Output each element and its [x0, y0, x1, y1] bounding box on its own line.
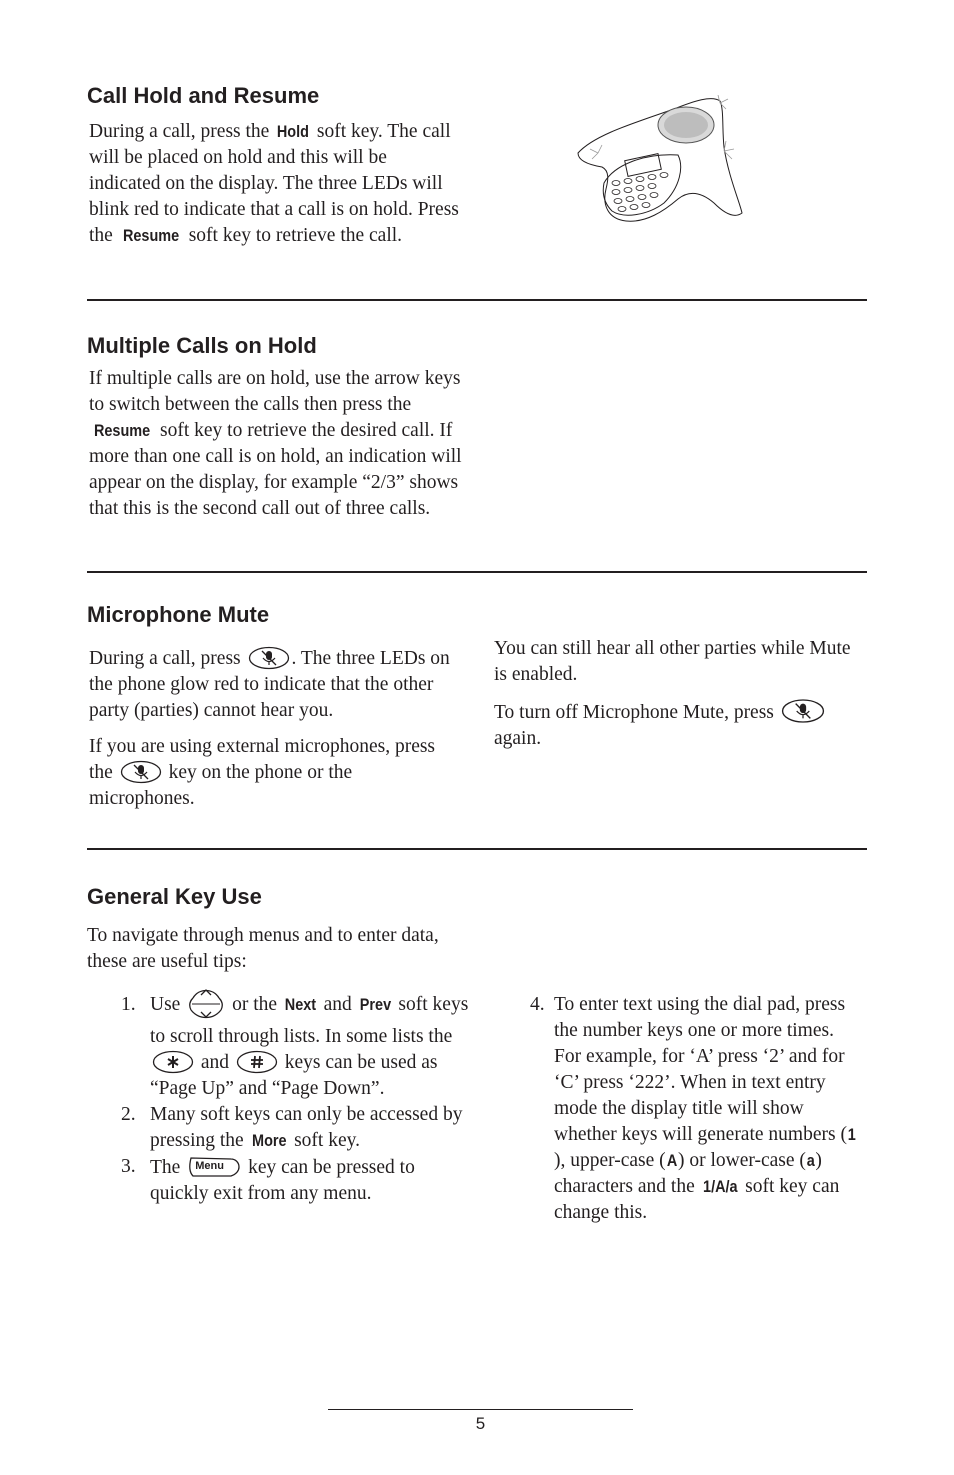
- mute-key-icon: [248, 646, 290, 670]
- section-divider: [87, 848, 867, 850]
- star-key-icon: [152, 1050, 194, 1074]
- section-divider: [87, 571, 867, 573]
- mute-key-icon: [120, 760, 162, 784]
- section-title-general-key-use: General Key Use: [87, 884, 262, 909]
- general-list-left: [87, 992, 477, 1207]
- list-item: 1. Use or the Next and Prev soft keys to scroll through lists. In some lists the and keys can be used as “Page Up” and “Page Down”.: [87, 992, 477, 1102]
- section-title-call-hold: Call Hold and Resume: [87, 83, 320, 108]
- uppercase-mode-label: A: [666, 1151, 678, 1170]
- resume-softkey-label: Resume: [93, 421, 151, 440]
- scroll-arrow-keys-icon: [187, 984, 225, 1024]
- section-title-microphone-mute: Microphone Mute: [87, 602, 270, 627]
- prev-softkey-label: Prev: [359, 995, 391, 1014]
- conference-phone-illustration: [574, 95, 746, 227]
- page-number: 5: [475, 1414, 486, 1433]
- section-title-multiple-calls: Multiple Calls on Hold: [87, 333, 317, 358]
- numeric-mode-label: 1: [847, 1125, 856, 1144]
- list-item: 3. The Menu key can be pressed to quickly exit from any menu.: [121, 1156, 415, 1204]
- resume-softkey-label: Resume: [122, 226, 179, 245]
- section-divider: [87, 299, 867, 301]
- more-softkey-label: More: [251, 1131, 287, 1150]
- hold-softkey-label: Hold: [277, 122, 310, 141]
- list-item: 2. Many soft keys can only be accessed by pressing the More soft key.: [87, 1102, 477, 1154]
- list-item: 4. To enter text using the dial pad, press the number keys one or more times. For example, for ‘A’ press ‘2’ and for ‘C’ press ‘222’. When in text entry mode the display title will show whether keys will generate numbers (1), upper-case (A) or lower-case (a) characters and the 1/A/a soft key can change this.: [530, 994, 856, 1223]
- text-mode-softkey-label: 1/A/a: [702, 1177, 738, 1196]
- general-intro: To navigate through menus and to enter data, these are useful tips:: [87, 925, 439, 972]
- next-softkey-label: Next: [284, 995, 317, 1014]
- mute-text-right: You can still hear all other parties while Mute is enabled. To turn off Microphone Mute, press again.: [494, 638, 851, 749]
- call-hold-text: During a call, press the Hold soft key. The call will be placed on hold and this will be indicated on the display. The three LEDs will blink red to indicate that a call is on hold. Press the Resume soft key to retrieve the call.: [89, 119, 461, 249]
- lowercase-mode-label: a: [806, 1151, 815, 1170]
- multiple-calls-text: If multiple calls are on hold, use the arrow keys to switch between the calls then press the Resume soft key to retrieve the desired call. If more than one call is on hold, an indication will appear on the display, for example “2/3” shows that this is the second call out of three calls.: [89, 368, 462, 519]
- general-list-right: [497, 992, 861, 1226]
- footer-rule: [328, 1409, 633, 1410]
- mute-key-icon: [781, 698, 825, 724]
- pound-key-icon: [236, 1050, 278, 1074]
- menu-key-icon: Menu: [187, 1154, 241, 1180]
- mute-text-left: During a call, press . The three LEDs on the phone glow red to indicate that the other party (parties) cannot hear you. If you are using external microphones, press the key on the phone or the microphones.: [89, 648, 450, 809]
